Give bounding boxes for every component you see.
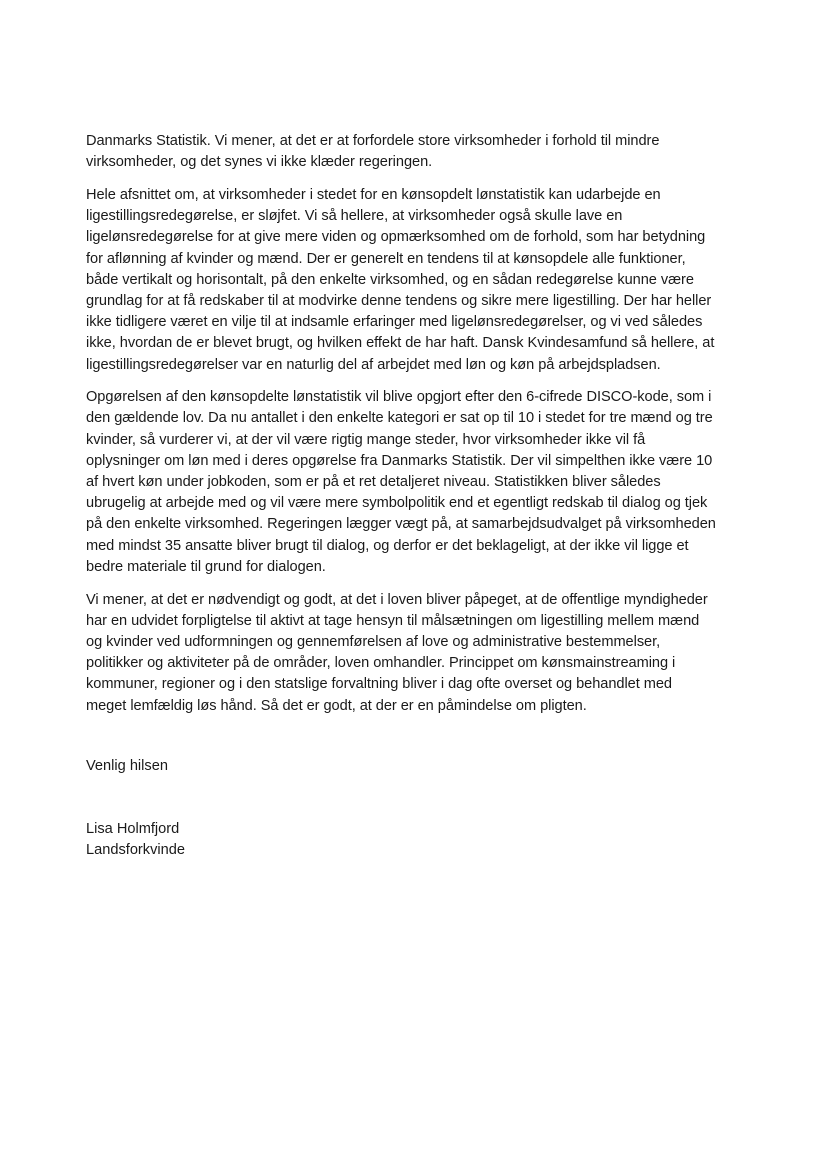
text-line: kvinder, så vurderer vi, at der vil være rigtig mange steder, hvor virksomheder ikke vil få [86,431,646,448]
signature-name: Lisa Holmfjord [86,821,180,837]
text-line: for aflønning af kvinder og mænd. Der er generelt en tendens til at kønsopdele alle funktioner, [86,250,686,267]
signature-block [86,819,185,861]
text-line: Danmarks Statistik. Vi mener, at det er at forfordele store virksomheder i forhold til mindre [86,133,660,149]
text-line: både vertikalt og horisontalt, på den enkelte virksomhed, og en sådan redegørelse kunne være [86,271,694,288]
text-line: på den enkelte virksomhed. Regeringen lægger vægt på, at samarbejdsudvalget på virksomheden [86,516,716,533]
text-line: Hele afsnittet om, at virksomheder i stedet for en kønsopdelt lønstatistik kan udarbejde en [86,186,661,203]
text-line: ligelønsredegørelse for at give mere viden og opmærksomhed om de forhold, som har betydning [86,229,706,246]
text-line: ikke tidligere været en vilje til at indsamle erfaringer med ligelønsredegørelser, og vi ved således [86,314,703,331]
text-line: af hvert køn under jobkoden, som er på et ret detaljeret niveau. Statistikken bliver således [86,474,661,491]
text-line: og kvinder ved udformningen og gennemførelsen af love og administrative bestemmelser, [86,633,661,650]
text-line: kommuner, regioner og i den statslige forvaltning bliver i dag ofte overset og behandlet med [86,676,672,693]
text-line: virksomheder, og det synes vi ikke klæder regeringen. [86,154,433,171]
text-line: ligestillingsredegørelse, er sløjfet. Vi så hellere, at virksomheder også skulle lave en [86,208,623,225]
text-line: den gældende lov. Da nu antallet i den enkelte kategori er sat op til 10 i stedet for tre mænd og tre [86,410,713,427]
closing-salutation [86,756,168,777]
text-line: oplysninger om løn med i deres opgørelse fra Danmarks Statistik. Der vil simpelthen ikke være 10 [86,452,713,469]
paragraph-1 [86,131,736,173]
signature-title: Landsforkvinde [86,842,185,859]
paragraph-3 [86,387,736,578]
text-line: grundlag for at få redskaber til at modvirke denne tendens og sikre mere ligestilling. Der har heller [86,292,712,309]
letter-body [86,131,736,728]
text-line: meget lemfældig løs hånd. Så det er godt, at der er en påmindelse om pligten. [86,697,587,714]
text-line: med mindst 35 ansatte bliver brugt til dialog, og derfor er det beklageligt, at der ikke vil ligge et [86,537,689,554]
text-line: bedre materiale til grund for dialogen. [86,558,326,575]
text-line: politikker og aktiviteter på de områder, loven omhandler. Princippet om kønsmainstreaming i [86,655,676,672]
paragraph-2 [86,185,736,376]
closing-text: Venlig hilsen [86,758,168,774]
text-line: Vi mener, at det er nødvendigt og godt, at det i loven bliver påpeget, at de offentlige myndigheder [86,591,708,608]
text-line: ligestillingsredegørelser var en naturlig del af arbejdet med løn og køn på arbejdspladsen. [86,356,661,373]
text-line: har en udvidet forpligtelse til aktivt at tage hensyn til målsætningen om ligestilling mellem mænd [86,612,700,629]
text-line: ikke, hvordan de er blevet brugt, og hvilken effekt de har haft. Dansk Kvindesamfund så hellere, at [86,335,715,352]
text-line: Opgørelsen af den kønsopdelte lønstatistik vil blive opgjort efter den 6-cifrede DISCO-kode, som i [86,389,712,406]
text-line: ubrugelig at arbejde med og vil være mere symbolpolitik end et egentligt redskab til dialog og tjek [86,495,708,512]
paragraph-4 [86,590,736,717]
